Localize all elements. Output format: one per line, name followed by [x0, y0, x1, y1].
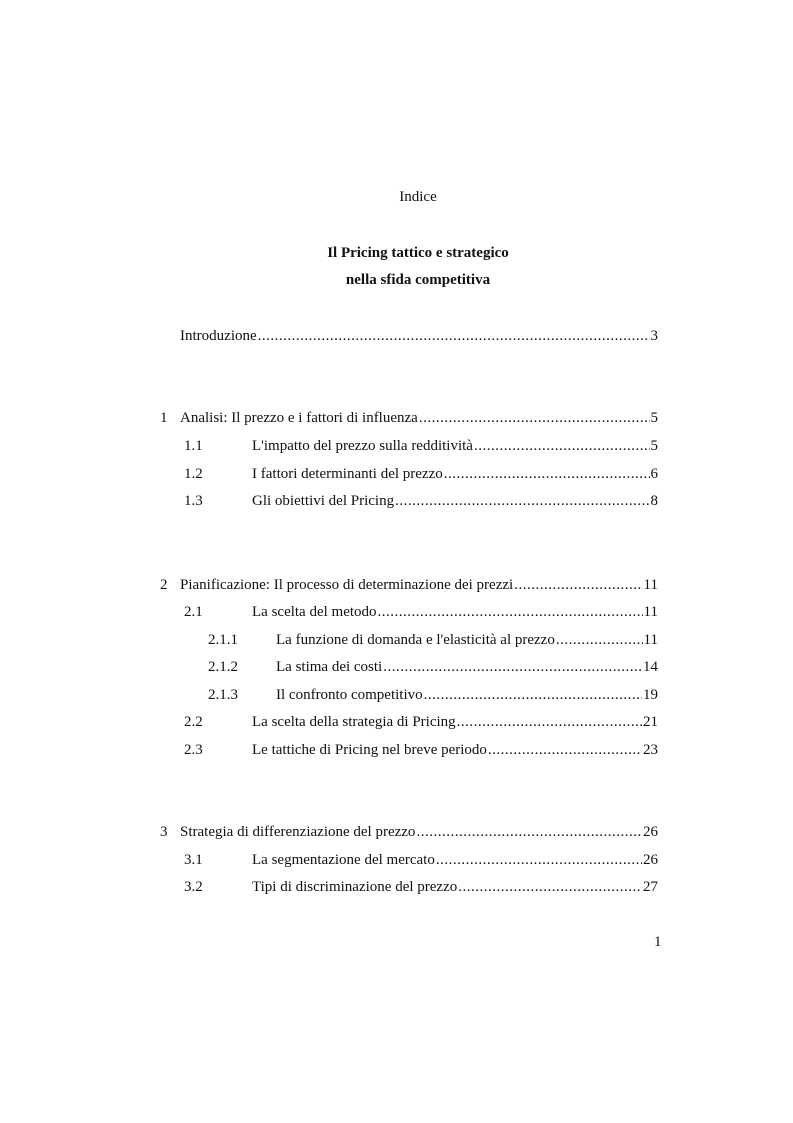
toc-leader-dots	[457, 712, 642, 732]
toc-entry-section-1-1[interactable]	[184, 436, 658, 456]
toc-leader-dots	[436, 850, 642, 870]
toc-entry-number: 3.1	[184, 852, 203, 868]
toc-entry-page: 27	[643, 879, 658, 895]
toc-entry-section-3-1[interactable]	[184, 850, 658, 870]
page-number: 1	[654, 934, 662, 950]
toc-entry-introduction[interactable]	[180, 326, 658, 346]
toc-entry-text: Le tattiche di Pricing nel breve periodo	[252, 742, 487, 758]
index-heading: Indice	[399, 189, 437, 205]
toc-entry-text: I fattori determinanti del prezzo	[252, 466, 443, 482]
toc-entry-section-2-1[interactable]	[184, 602, 658, 622]
toc-entry-page: 5	[650, 438, 658, 454]
toc-entry-text: Il confronto competitivo	[276, 687, 423, 703]
toc-entry-text: La stima dei costi	[276, 659, 383, 675]
toc-entry-page: 11	[643, 577, 658, 593]
toc-entry-text: La scelta del metodo	[252, 604, 377, 620]
toc-leader-dots	[419, 408, 650, 428]
toc-entry-text: Tipi di discriminazione del prezzo	[252, 879, 458, 895]
toc-leader-dots	[258, 326, 650, 346]
toc-entry-section-2-3[interactable]	[184, 740, 658, 760]
toc-entry-subsection-2-1-3[interactable]	[208, 685, 658, 705]
toc-leader-dots	[378, 602, 643, 622]
toc-leader-dots	[416, 822, 642, 842]
toc-entry-section-1-2[interactable]	[184, 464, 658, 484]
toc-leader-dots	[458, 877, 642, 897]
toc-leader-dots	[424, 685, 642, 705]
toc-entry-section-2-2[interactable]	[184, 712, 658, 732]
toc-entry-subsection-2-1-1[interactable]	[208, 630, 658, 650]
toc-entry-page: 21	[643, 714, 658, 730]
toc-leader-dots	[514, 575, 642, 595]
toc-entry-chapter-3[interactable]	[160, 822, 658, 842]
toc-entry-text: Gli obiettivi del Pricing	[252, 493, 395, 509]
toc-entry-number: 1.2	[184, 466, 203, 482]
toc-entry-number: 2.1.3	[208, 687, 238, 703]
toc-entry-text: La funzione di domanda e l'elasticità al prezzo	[276, 632, 555, 648]
toc-entry-number: 2	[160, 577, 168, 593]
toc-entry-section-3-2[interactable]	[184, 877, 658, 897]
toc-entry-number: 2.1	[184, 604, 203, 620]
toc-entry-number: 1	[160, 410, 168, 426]
toc-entry-chapter-1[interactable]	[160, 408, 658, 428]
toc-entry-text: Pianificazione: Il processo di determinazione dei prezzi	[180, 577, 514, 593]
toc-entry-text: La scelta della strategia di Pricing	[252, 714, 456, 730]
toc-leader-dots	[556, 630, 643, 650]
toc-entry-text: Analisi: Il prezzo e i fattori di influenza	[180, 410, 418, 426]
toc-entry-number: 1.1	[184, 438, 203, 454]
toc-entry-number: 3	[160, 824, 168, 840]
toc-leader-dots	[395, 491, 649, 511]
toc-entry-number: 2.3	[184, 742, 203, 758]
toc-entry-chapter-2[interactable]	[160, 575, 658, 595]
toc-entry-section-1-3[interactable]	[184, 491, 658, 511]
toc-entry-number: 2.2	[184, 714, 203, 730]
toc-entry-page: 6	[650, 466, 658, 482]
toc-entry-number: 2.1.2	[208, 659, 238, 675]
toc-leader-dots	[474, 436, 650, 456]
toc-entry-number: 1.3	[184, 493, 203, 509]
toc-entry-page: 26	[643, 852, 658, 868]
document-subtitle: nella sfida competitiva	[345, 272, 491, 288]
toc-entry-text: La segmentazione del mercato	[252, 852, 435, 868]
toc-entry-page: 14	[643, 659, 658, 675]
toc-entry-page: 19	[643, 687, 658, 703]
toc-entry-page: 8	[650, 493, 658, 509]
toc-entry-subsection-2-1-2[interactable]	[208, 657, 658, 677]
toc-entry-page: 26	[643, 824, 658, 840]
toc-entry-text: L'impatto del prezzo sulla redditività	[252, 438, 473, 454]
toc-entry-text: Introduzione	[180, 328, 257, 344]
toc-leader-dots	[444, 464, 650, 484]
toc-entry-page: 11	[643, 604, 658, 620]
document-title: Il Pricing tattico e strategico	[327, 245, 509, 261]
toc-entry-number: 2.1.1	[208, 632, 238, 648]
toc-entry-text: Strategia di differenziazione del prezzo	[180, 824, 416, 840]
toc-leader-dots	[488, 740, 642, 760]
toc-entry-number: 3.2	[184, 879, 203, 895]
toc-entry-page: 11	[643, 632, 658, 648]
toc-entry-page: 5	[650, 410, 658, 426]
toc-entry-page: 3	[650, 328, 658, 344]
toc-entry-page: 23	[643, 742, 658, 758]
toc-leader-dots	[383, 657, 642, 677]
